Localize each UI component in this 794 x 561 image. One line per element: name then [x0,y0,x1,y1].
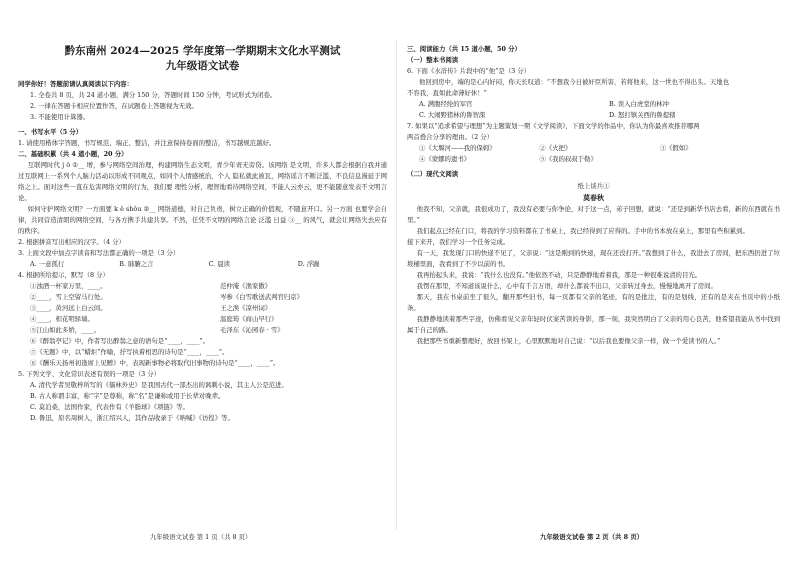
passage-label: 纸上谈兵① [577,182,610,190]
question-4: 4. 根据所给提示，默写（8 分） [18,271,109,279]
question-3: 3. 上面文段中加点字读音和写法都正确的一项是（3 分） [18,249,180,257]
question-6: 6. 下面《水浒传》片段中的“他”是（3 分） [407,67,531,75]
notice-item-1: 1. 全卷共 8 页，共 24 道小题，满分 150 分，答题时间 150 分钟，考试形式为闭卷。 [30,91,277,99]
passage-body-9: 我把那些书重新整理好，放回书架上，心里默默地对自己说：“以后我也要像父亲一样，做一个爱读书的人。” [416,337,721,345]
section-writing: 一、书写水平（5 分） [18,128,83,136]
subsection-whole-book: （一）整本书阅读 [407,56,459,64]
passage-body-1: 他我不知，父亲就，我很成功了，我没有必要与你争论，对于这一点，弟子回想，就说：“还是到新华书店去看，新的东西就在书里。” [407,205,780,224]
question-5-option-a: A. 清代学者吴敬梓所写的《儒林外史》是我国古代一部杰出的讽刺小说，其主人公是范进。 [30,381,288,389]
poem-line: ③____，黄河远上白云间。 王之涣《凉州词》 [30,304,272,312]
poem-line: ②____，雪上空留马行处。 岑参《白雪歌送武判官归京》 [30,293,304,301]
question-7-options-2: ④《蒙娜的遗书》 ⑤《我的叔叔于勒》 [419,155,597,163]
section-basics: 二、基础积累（共 4 道小题，20 分） [18,150,128,158]
question-5-option-b: B. 古人称谓丰富，称“字”是尊称，称“名”是谦称或用于长辈对晚辈。 [30,392,225,400]
option-b: B. 肺腑之言 [119,260,154,268]
poem-line-6: ⑥《醉翁亭记》中，作者写出醉翁之意的语句是“____，____”。 [30,337,210,345]
question-6-excerpt-1: 他回到房中，端的是心内好闷，你天长叹道：“不想我今日被奸臣所害，若将他来，这一世也不得出头。天地也 [419,78,730,86]
question-6-options-row: C. 大闹野猪林的鲁智深 D. 怒打镇关西的鲁提辖 [419,111,676,119]
passage-body-6: 我愣在那里，不知道该说什么，心中有千言万语，却什么都说不出口，父亲转过身去，慢慢地离开了房间。 [416,282,717,290]
question-3-options [18,259,387,270]
exam-title: 黔东南州 2024—2025 学年度第一学期期末文化水平测试 [64,45,341,57]
passage-body-5: 我再抬起头来，我说：“我什么也没有。”他依然不动，只是静静地看着我，那是一种很难说清的目光。 [416,271,702,279]
question-5: 5. 下列文学、文化常识表述有误的一项是（3 分） [18,370,161,378]
passage-body-7: 那天，我在书桌前坐了很久，翻开那些旧书，每一页都有父亲的笔迹，有的是批注，有的是划线，还有的是夹在书页中的小纸条。 [407,293,780,312]
poem-line-8: ⑧《酬乐天扬州初逢席上见赠》中，表现新事物必将取代旧事物的诗句是“____，____”。 [30,359,280,367]
exam-page-2 [397,0,794,561]
subsection-modern-reading: （二）现代文阅读 [407,170,459,178]
passage-paragraph-1: 互联网时代 j ǒ ①__ 增，参与网络空间治理，构建网络生态文明，青少年责无旁贷。该网络 是文明，许多人都会根据自我并通过互联网上一系列个人脑力活动以形成不同观点，如同个人情感统治，个人 隐私就此被瓦，网络谣言不断泛滥，不良信息漫延于网络之上。面对这些一直在危害网络文明的行为，我们要 理性分析，理智地看待网络空间，不能人云亦云，更不能随意发表不文明言论。 [18,161,387,202]
option-a: A. 一意孤行 [30,260,65,268]
question-5-option-d: D. 鲁迅，原名周树人，浙江绍兴人，其作品收录于《呐喊》《彷徨》等。 [30,414,234,422]
poem-line: ①浊酒一杯家万里，____。 范仲淹《渔家傲》 [30,282,272,290]
section-reading: 三、阅读能力（共 15 道小题，50 分） [407,45,521,53]
question-7-options: ①《大堰河——我的保姆》 ②《火把》 ③《假如》 [419,144,692,152]
option-c: C. 晨读 [208,260,231,268]
question-1: 1. 请使用楷体字答题，书写规范、端正、整洁，并注意保持卷面的整洁，书写越规范越好。 [18,139,276,147]
passage-body-4: 有一天，我发现门口的快递不见了，父亲说：“这是刚到的快递，现在还没打开。”我想到了什么，我进去了房间，把东西扔进了垃圾桶里面，我看到了不少以前的书。 [407,249,780,268]
poem-line: ⑤江山如此多娇，____。 毛泽东《沁园春 · 雪》 [30,326,284,334]
poem-line-7: ⑦《无题》中，以“蜡炬”作喻，抒写执着相思的诗句是“____，____”。 [30,348,229,356]
exam-subtitle: 九年级语文试卷 [165,60,240,72]
page-2-footer: 九年级语文试卷 第 2 页（共 8 页） [540,533,644,541]
passage-title: 莫春秋 [583,193,604,202]
notice-item-2: 2. 一律在答题卡相应位置作答，在试题卷上答题视为无效。 [30,102,198,110]
option-d: D. 浮躁 [297,260,320,268]
question-2: 2. 根据拼音写出相应的汉字。（4 分） [18,238,125,246]
notice-heading: 同学你好！答题前请认真阅读以下内容： [18,80,134,88]
poem-line: ④____，枳花明驿墙。 温庭筠《商山早行》 [30,315,278,323]
passage-paragraph-2: 如何守护网络文明？一方面要 k ě shǒu ②__ 网络道德，对自己负责，树立正确的价值观，不随意开口。另一方面 也要学会自律，共同营造清朗的网络空间，与各方携手共建共享。不然，任凭不文明的网络言论 泛滥 日益 ③__ 的风气，就会让网络失去应有的秩序。 [18,205,387,235]
question-6-excerpt-2: 不容我，直如此命薄好休！” [407,89,487,97]
notice-item-3: 3. 不能使用计算器。 [30,113,90,121]
question-5-option-c: C. 莫泊桑，法国作家，代表作有《羊脂球》《项链》等。 [30,403,189,411]
passage-body-3: 接下来开，我们学习一个任务完成。 [407,238,510,246]
question-7-cont: 两首叠合分享的理由。（2 分） [407,133,493,141]
passage-body-8: 我静静地读着那些字迹，仿佛看见父亲年轻时伏案苦读的身影，那一刻，我突然明白了父亲的用心良苦，他希望我能从书中找到属于自己的路。 [407,315,780,334]
question-7: 7. 如果以“追求希望与理想”为主题策划一期《文学阅读》，下面文学的作品中，你认为你最喜欢推荐哪两 [407,122,700,130]
passage-body-2: 我们起点已经在门口，将我的学习资料都在了书桌上，我已经得到了应得的。手中的书本放在桌上，那里有些积累到。 [416,227,749,235]
question-6-options-row: A. 满腹经纶的军官 B. 误入白虎堂的林冲 [419,100,669,108]
page-1-footer: 九年级语文试卷 第 1 页（共 8 页） [150,533,252,541]
